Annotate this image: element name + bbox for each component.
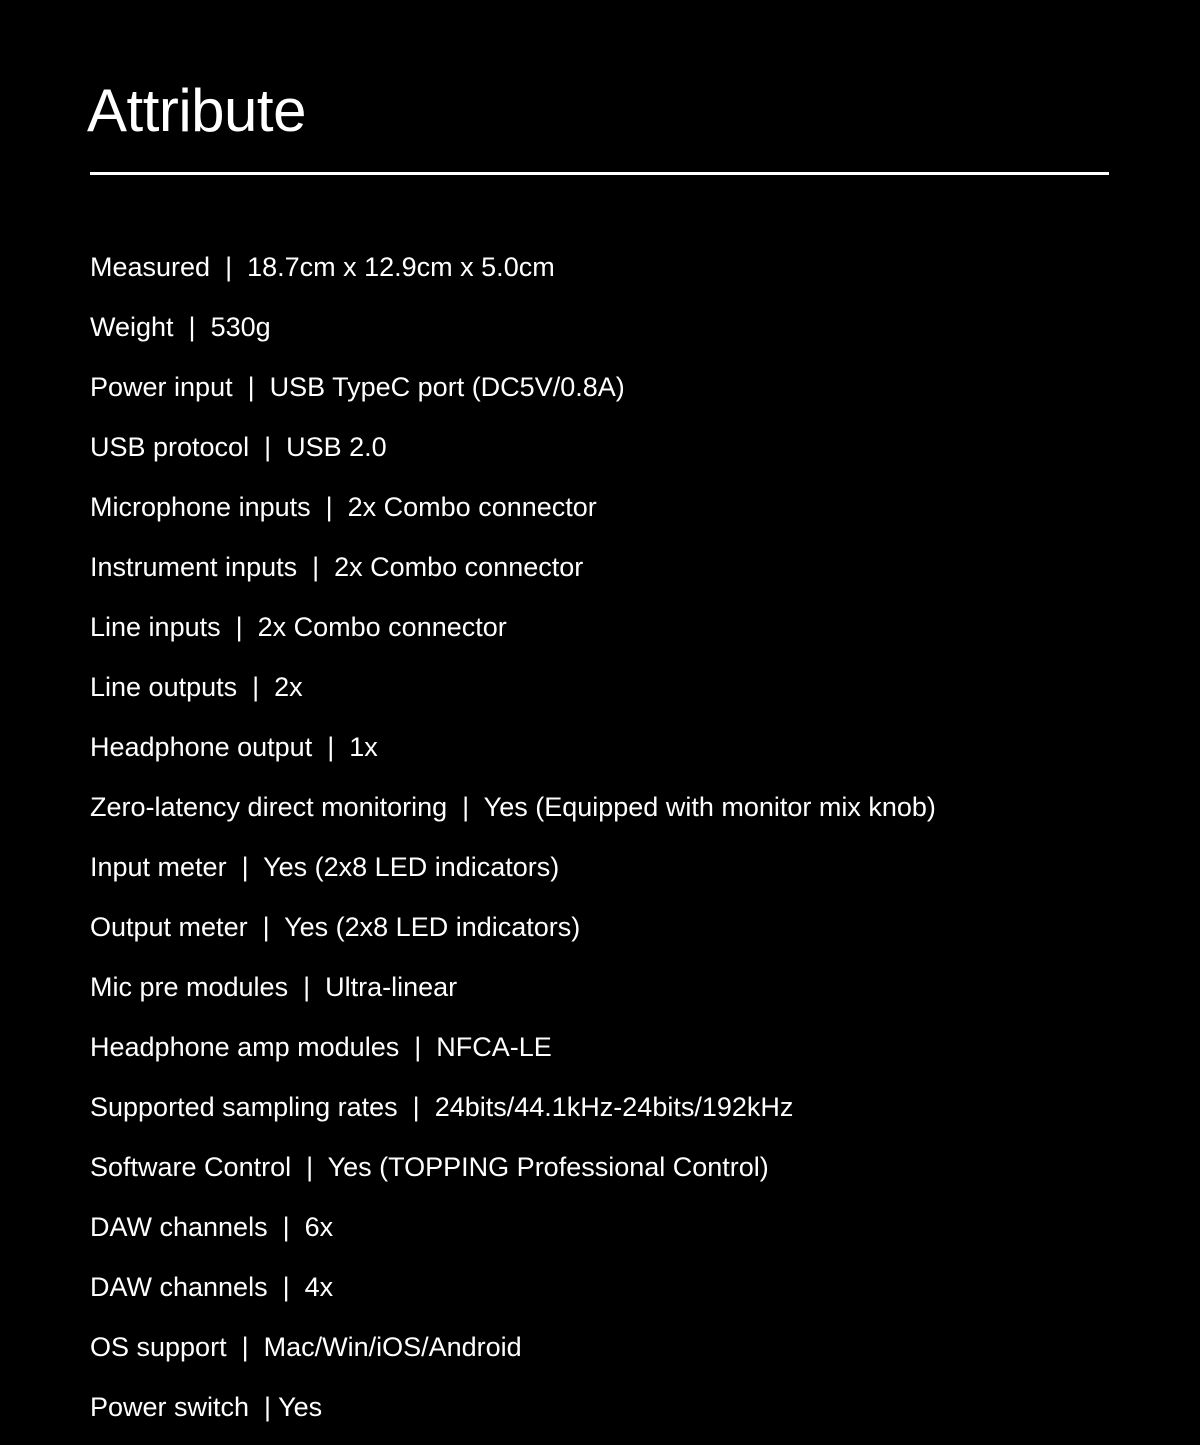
spec-row-output-meter: Output meter | Yes (2x8 LED indicators) (90, 912, 581, 942)
spec-row-daw-channels-6x: DAW channels | 6x (90, 1212, 334, 1242)
spec-row-weight: Weight | 530g (90, 312, 271, 342)
spec-row-line-outputs: Line outputs | 2x (90, 672, 303, 702)
spec-row-power-switch: Power switch | Yes (90, 1392, 323, 1422)
spec-row-direct-monitoring: Zero-latency direct monitoring | Yes (Equipped with monitor mix knob) (90, 792, 936, 822)
spec-list (90, 245, 936, 1445)
spec-row-os-support: OS support | Mac/Win/iOS/Android (90, 1332, 522, 1362)
spec-row-line-inputs: Line inputs | 2x Combo connector (90, 612, 507, 642)
spec-row-instrument-inputs: Instrument inputs | 2x Combo connector (90, 552, 584, 582)
spec-row-sampling-rates: Supported sampling rates | 24bits/44.1kHz-24bits/192kHz (90, 1092, 794, 1122)
spec-row-input-meter: Input meter | Yes (2x8 LED indicators) (90, 852, 560, 882)
spec-row-software-control: Software Control | Yes (TOPPING Professional Control) (90, 1152, 769, 1182)
spec-row-power-input: Power input | USB TypeC port (DC5V/0.8A) (90, 372, 625, 402)
spec-row-mic-pre-modules: Mic pre modules | Ultra-linear (90, 972, 458, 1002)
spec-row-daw-channels-4x: DAW channels | 4x (90, 1272, 334, 1302)
title-divider (90, 172, 1109, 175)
spec-row-headphone-amp-modules: Headphone amp modules | NFCA-LE (90, 1032, 552, 1062)
spec-row-measured: Measured | 18.7cm x 12.9cm x 5.0cm (90, 252, 555, 282)
spec-row-usb-protocol: USB protocol | USB 2.0 (90, 432, 387, 462)
page-title: Attribute (87, 77, 306, 144)
spec-row-microphone-inputs: Microphone inputs | 2x Combo connector (90, 492, 597, 522)
spec-row-headphone-output: Headphone output | 1x (90, 732, 378, 762)
